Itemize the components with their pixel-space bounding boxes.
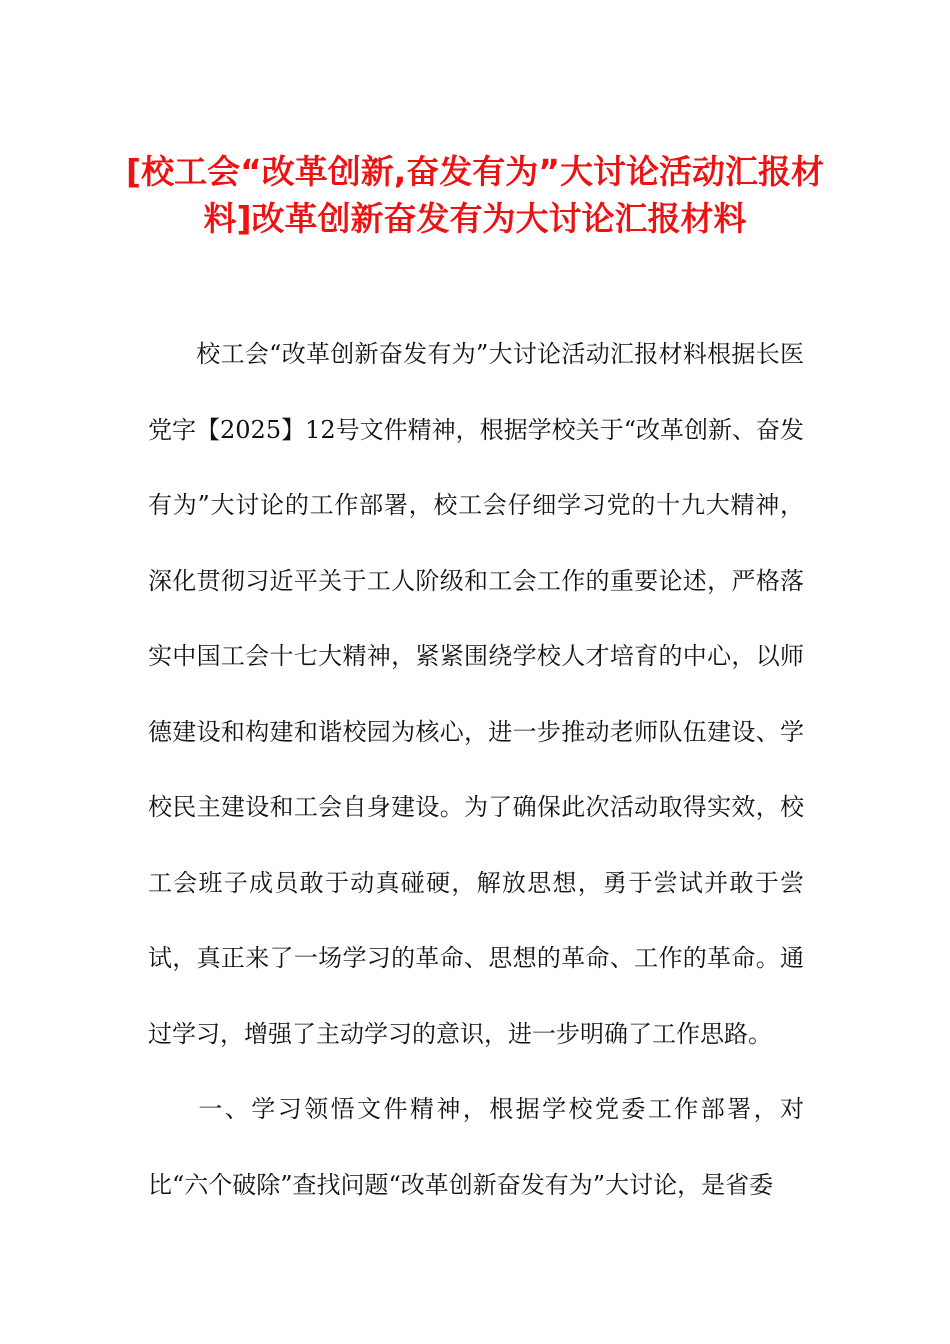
paragraph-text: 校工会“改革创新奋发有为”大讨论活动汇报材料根据长医党字【2025】12号文件精神，根据学校关于“改革创新、奋发有为”大讨论的工作部署，校工会仔细学习党的十九大精神，深化贯彻习近平关于工人阶级和工会工作的重要论述，严格落实中国工会十七大精神，紧紧围绕学校人才培育的中心，以师德建设和构建和谐校园为核心，进一步推动老师队伍建设、学校民主建设和工会自身建设。为了确保此次活动取得实效，校工会班子成员敢于动真碰硬，解放思想，勇于尝试并敢于尝试，真正来了一场学习的革命、思想的革命、工作的革命。通过学习，增强了主动学习的意识，进一步明确了工作思路。 <box>148 340 804 1048</box>
document-title: [校工会“改革创新,奋发有为”大讨论活动汇报材料]改革创新奋发有为大讨论汇报材料 <box>126 152 824 238</box>
paragraph-1 <box>148 317 804 1072</box>
document-body <box>148 317 804 1223</box>
paragraph-text: 一、学习领悟文件精神，根据学校党委工作部署，对比“六个破除”查找问题“改革创新奋发有为”大讨论，是省委 <box>148 1095 804 1199</box>
paragraph-2 <box>148 1072 804 1223</box>
